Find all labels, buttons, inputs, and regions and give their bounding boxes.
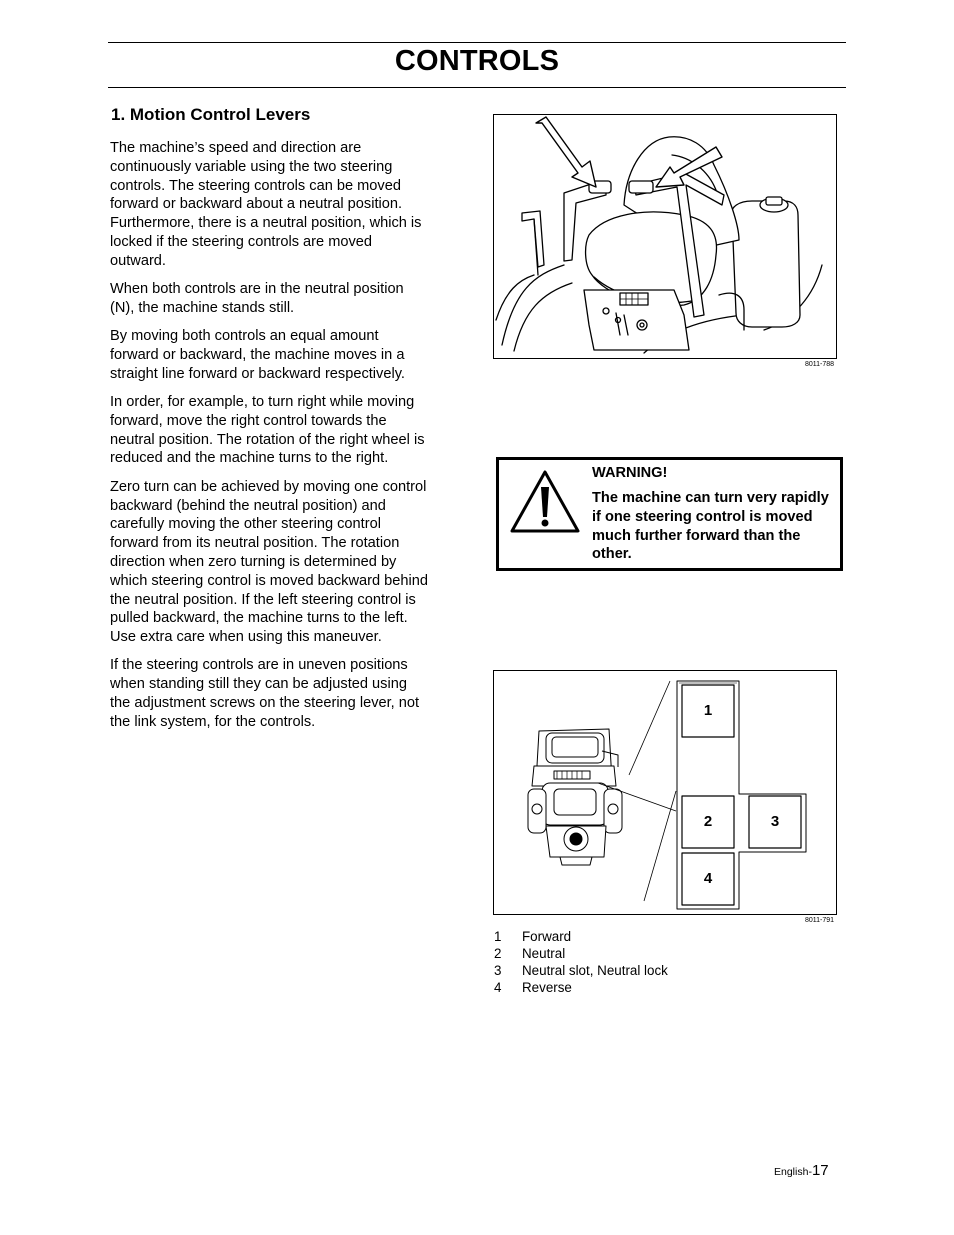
legend-item [494, 945, 668, 962]
callout-4: 4 [703, 870, 713, 887]
callout-2: 2 [703, 813, 713, 830]
section-heading: 1. Motion Control Levers [111, 105, 311, 124]
warning-triangle-icon [509, 469, 581, 535]
page-title: CONTROLS [394, 45, 560, 77]
legend-number: 1 [494, 929, 502, 944]
callout-3: 3 [770, 813, 780, 830]
figure-lever-positions [493, 670, 837, 915]
legend-number: 2 [494, 946, 502, 961]
legend-label: Forward [522, 929, 572, 944]
figure-code: 8011-791 [805, 917, 835, 924]
callout-1: 1 [703, 702, 713, 719]
header-rule-bottom [108, 87, 846, 88]
warning-text: The machine can turn very rapidly if one steering control is moved much further forward than the other. [592, 490, 829, 563]
paragraph: In order, for example, to turn right while moving forward, move the right control towards the neutral position. The rotation of the right wheel is reduced and the machine turns to the right. [110, 394, 425, 467]
legend-label: Neutral slot, Neutral lock [522, 963, 668, 978]
figure-legend [494, 928, 668, 996]
paragraph: If the steering controls are in uneven positions when standing still they can be adjusted using the adjustment screws on the steering lever, not the link system, for the controls. [110, 657, 420, 730]
legend-item [494, 928, 668, 945]
legend-label: Neutral [522, 946, 566, 961]
legend-item [494, 962, 668, 979]
legend-number: 4 [494, 980, 502, 995]
paragraph: By moving both controls an equal amount forward or backward, the machine moves in a straight line forward or backward respectively. [110, 328, 405, 382]
page-number-prefix: English- [774, 1166, 812, 1178]
legend-number: 3 [494, 963, 502, 978]
warning-box [496, 457, 843, 571]
figure-motion-control-levers [493, 114, 837, 359]
header-rule-top [108, 42, 846, 43]
body-text [110, 139, 428, 741]
page-number [774, 1162, 829, 1180]
legend-item [494, 979, 668, 996]
legend-label: Reverse [522, 980, 572, 995]
warning-title: WARNING! [592, 465, 668, 481]
paragraph: When both controls are in the neutral position (N), the machine stands still. [110, 281, 404, 316]
page-number-value: 17 [811, 1162, 829, 1179]
figure-code: 8011-788 [805, 361, 835, 368]
paragraph: The machine’s speed and direction are continuously variable using the two steering controls. The steering controls can be moved forward or backward about a neutral position. Furthermore, there is a neutral position, which is locked if the steering controls are moved outward. [110, 140, 422, 269]
paragraph: Zero turn can be achieved by moving one control backward (behind the neutral position) and carefully moving the other steering control forward from its neutral position. The rotation direction when zero turning is determined by which steering control is moved backward behind the neutral position. If the left steering control is pulled backward, the machine turns to the left. Use extra care when using this maneuver. [110, 478, 428, 646]
